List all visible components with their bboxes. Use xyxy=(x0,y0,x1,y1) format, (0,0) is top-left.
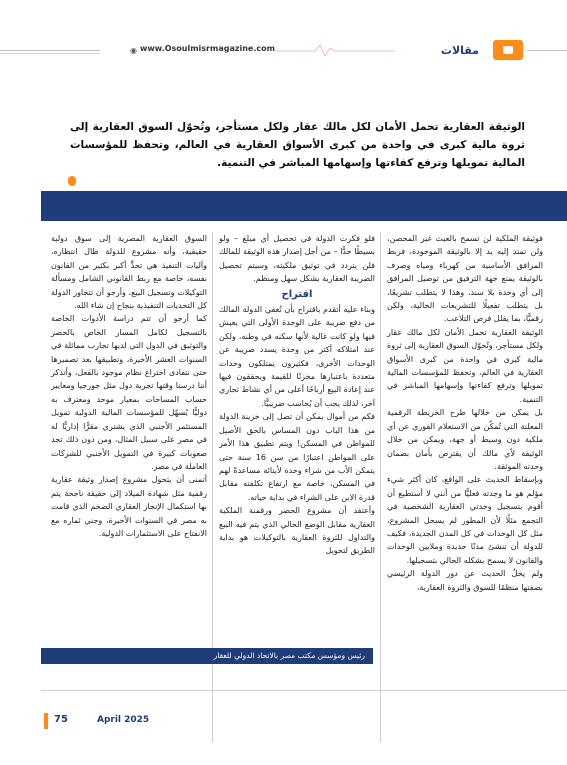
paragraph: الوثيقة العقارية تحمل الأمان لكل مالك عقار ولكل مستأجر، وتُحوّل السوق العقارية إلى ثروة مالية كبرى في واحدة من كبرى الأسواق العقارية في العالم، وتحفظ للمؤسسات المالية تمويلها وترفع كفاءتها وإسهامها المباشر في التنمية. xyxy=(387,327,543,404)
paragraph: وبإسقاط الحديث على الواقع، كان أكثر شيء مؤلم هو ما وجدته فعليًّا من أنني لا أستطيع أن أقوم بتسجيل وحدتي العقارية الشخصية في التجمع مثلًا لأن المطور لم يسجل المشروع، مثل كل الوحدات في كل المدن الجديدة، فكيف للدولة أن تنشئ مدنًا جديدة وملايين الوحدات والقانون لا يسمح بشكله الحالي بتسجيلها. xyxy=(387,475,543,565)
globe-icon: ◉ xyxy=(130,46,137,55)
header-rule xyxy=(527,50,567,51)
pulse-line-icon xyxy=(275,42,395,58)
paragraph: وبناء عليه أتقدم باقتراح بأن تُعفي الدولة المالك من دفع ضريبة على الوحدة الأولى التي يعيش فيها ولو كانت غالية لأنها سكنه في وطنه، ولكن عند امتلاكه أكثر من وحدة يسدد ضريبة عن الوحدات الأخرى، فكثيرون يمتلكون وحدات متعددة باعتبارها مخزنًا للقيمة ويحققون فيها عند إعادة البيع أرباحًا أعلى من أي نشاط تجاري آخر، لذلك يجب أن يُحاسب ضريبيًّا. xyxy=(219,305,375,408)
column-divider xyxy=(380,232,381,742)
paragraph: وأعتقد أن مشروع الحصر ورقمنة الملكية العقارية مقابل الوضع الحالي الذي يتم فيه البيع والتداول للثروة العقارية بالتوكيلات هو بداية الطريق لتحويل xyxy=(219,506,375,556)
footer-accent xyxy=(44,713,48,729)
accent-mark xyxy=(68,176,76,186)
paragraph: فلو فكرت الدولة في تحصيل أي مبلغ – ولو بسيطًا جدًّا – من أجل إصدار هذه الوثيقة للمالك فلن يتردد في توثيق ملكيته، وسيتم تحصيل الضريبة العقارية بشكل سهل ومنظم. xyxy=(219,234,375,284)
section-title: مقالات xyxy=(440,44,479,57)
column-middle xyxy=(219,232,375,558)
paragraph: ولم يخلُ الحديث عن دور الدولة الرئيسي بصفتها منظمًا للسوق والثروة العقارية، xyxy=(387,569,543,592)
page-number: 75 xyxy=(54,714,68,725)
website-url[interactable]: www.Osoulmisrmagazine.com xyxy=(140,44,275,53)
page-header xyxy=(0,40,567,64)
magazine-logo xyxy=(493,40,523,60)
paragraph: كما أرجو أن تتم دراسة الأدوات الخاصة بالتسجيل لكامل المسار الخاص بالحصر والتوثيق في الدول التي لديها تجارب مماثلة في السنوات العشر الأخيرة، وتطبيقها بعد تصميرها حتى نتفادى اختراع نظام موجود بالفعل، وأتذكر أننا درسنا وقتها تجربة دول مثل جورجيا ومعايير حساب المساحات بمعيار موحد ومعترف به دوليًّا يُسهّل للمؤسسات المالية الدولية تمويل المستثمر الأجنبي الذي يشتري مقرًّا إداريًّا له في مصر على سبيل المثال، ومن دون ذلك تجد صعوبات كبيرة في التمويل الأجنبي للشركات العاملة في مصر. xyxy=(51,314,207,471)
issue-date: April 2025 xyxy=(97,715,150,725)
section-heading: اقتراح xyxy=(281,288,313,300)
column-left xyxy=(51,232,207,540)
article-intro: الوثيقة العقارية تحمل الأمان لكل مالك عقار ولكل مستأجر، وتُحوّل السوق العقارية إلى ثروة مالية كبرى في واحدة من كبرى الأسواق العقارية في العالم، وتحفظ للمؤسسات المالية تمويلها وترفع كفاءتها وإسهامها المباشر في التنمية. xyxy=(70,121,525,169)
paragraph: السوق العقارية المصرية إلى سوق دولية حقيقية، وأنه مشروع للدولة طال انتظاره، وآليات التنفيذ هي تحدٍّ أكبر بكثير من القانون نفسه، خاصة مع ربط القانوني الشامل ومسألة التوكيلات وتسجيل البيع، وأرجو أن تتجاوز الدولة كل التحديات التنفيذية بنجاح إن شاء الله. xyxy=(51,234,207,311)
blue-band xyxy=(41,191,567,221)
author-caption: رئيس ومؤسس مكتب مصر بالاتحاد الدولي للعقار xyxy=(41,648,373,664)
column-divider xyxy=(212,232,213,742)
paragraph: فوثيقة الملكية لن تسمح بالعبث غير المحصن، ولن تمتد إليه يد إلا بالوثيقة الموجودة، فربط المرافق الأساسية من كهرباء ومياه وصرف بالوثيقة يمنع جهة الترفيق من توصيل المرافق إلى أي وحدة بلا سند، وهذا لا يتطلب تشريعًا، بل يتطلب تفعيلًا للتشريعات الحالية، ولكن رقميًّا، بما يقلل فرص التلاعب. xyxy=(387,234,543,324)
column-right xyxy=(387,232,543,594)
header-rule xyxy=(0,50,100,51)
paragraph: بل يمكن من خلالها طرح الخريطة الرقمية المعلنة التي تُمكّن من الاستعلام الفوري عن أي ملكية دون وسيط أو جهة، ويمكن من خلال الوثيقة لأي مالك أن يقترض بأمان بضمان وحدته الموثقة. xyxy=(387,408,543,471)
header-rule xyxy=(0,53,100,54)
paragraph: أتمنى أن يتحول مشروع إصدار وثيقة عقارية رقمية مثل شهادة الميلاد إلى حقيقة ناجحة يتم بها استكمال الإنجاز العقاري الضخم الذي قامت به مصر في السنوات الأخيرة، وجني ثماره مع الانفتاح على الاستثمارات الدولية. xyxy=(51,475,207,538)
footer-rule xyxy=(41,690,567,691)
paragraph: فكم من أموال يمكن أن تصل إلى خزينة الدولة من هذا الباب دون المساس بالحق الأصيل للمواطن في المسكن! ويتم تطبيق هذا الأمر على المواطن اعتبارًا من سن 16 سنة حتى يتمكن الأب من شراء وحدة لأبنائه مساعدةً لهم في المسكن، خاصة مع ارتفاع تكلفته مقابل قدرة الابن على الشراء في بداية حياته. xyxy=(219,412,375,502)
